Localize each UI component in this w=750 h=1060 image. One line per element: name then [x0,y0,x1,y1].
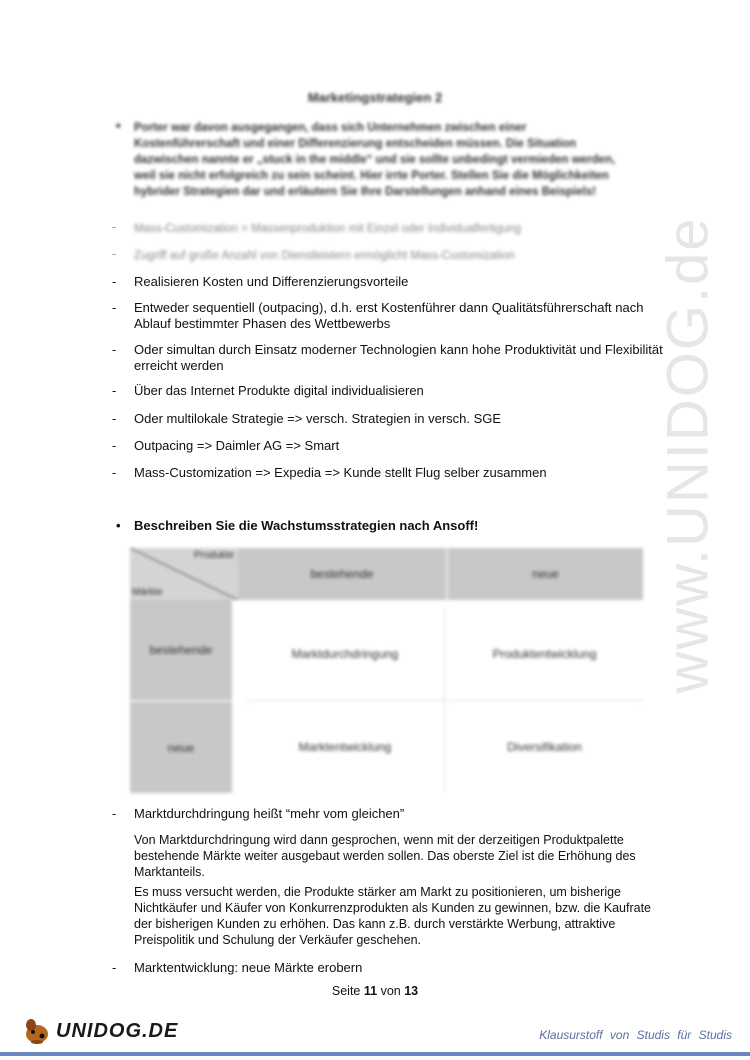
list-item: Oder multilokale Strategie => versch. Strategien in versch. SGE [134,411,502,426]
faded-item-1: Mass-Customization = Massenproduktion mit Einzel oder Individualfertigung [134,223,522,235]
list-item: Outpacing => Daimler AG => Smart [134,438,340,453]
list-item: Realisieren Kosten und Differenzierungsvorteile [134,274,409,289]
corner-label-products: Produkte [193,550,234,561]
watermark: www.UNIDOG.de [655,216,721,694]
cell-market-development: Marktentwicklung [246,701,445,793]
page-current: 11 [363,984,378,998]
bullet-heading2: • [116,518,121,533]
cell-diversification: Diversifikation [507,740,582,754]
page-middle: von [380,984,401,998]
paragraph-1: Von Marktdurchdringung wird dann gesprochen, wenn mit der derzeitigen Produktpalette bestehende Märkte weiter ausgebaut werden sollen. Das oberste Ziel ist die Erhöhung des Marktanteils. [134,833,636,879]
list-item: Marktentwicklung: neue Märkte erobern [134,960,363,975]
page-title: Marketingstrategien 2 [307,90,443,105]
dash-8: - [112,806,117,821]
dash-faded-2: - [112,246,117,261]
paragraph-2: Es muss versucht werden, die Produkte stärker am Markt zu positionieren, um bisherige Nichtkäufer und Käufer von Konkurrenzprodukten als Kunden zu gewinnen, bzw. die Kaufrate der bisherigen Kunden zu erhöhen. Das kann z.B. durch verstärkte Werbung, attraktive Preispolitik und Schulung der Verkäufer geschehen. [134,885,651,947]
col-header-existing: bestehende [238,548,448,600]
dash-faded-1: - [112,219,117,234]
matrix-corner [130,548,238,600]
dash-1: - [112,274,117,289]
faded-item-2: Zugriff auf große Anzahl von Dienstleistern ermöglicht Mass-Customization [134,250,515,262]
dash-5: - [112,411,117,426]
logo-text: UNIDOG.DE [56,1019,179,1042]
col-header-new: neue [448,548,643,600]
dog-icon [22,1016,52,1046]
dash-6: - [112,438,117,453]
footer-tagline: Klausurstoff von Studis für Studis [539,1028,732,1042]
row-header-existing: bestehende [130,600,232,702]
list-item: Mass-Customization => Expedia => Kunde stellt Flug selber zusammen [134,465,547,480]
page-total: 13 [404,984,419,998]
list-item: Oder simultan durch Einsatz moderner Technologien kann hohe Produktivität und Flexibilität erreicht werden [134,342,663,373]
dash-3: - [112,342,117,357]
list-item: Marktdurchdringung heißt “mehr vom gleichen” [134,806,405,821]
intro-question: Porter war davon ausgegangen, dass sich Unternehmen zwischen einer Kostenführerschaft und einer Differenzierung entscheiden müssen. Die Situation dazwischen nannte er „stuck in the middle“ und sie sollte unbedingt vermieden werden, weil sie nicht erfolgreich zu sein scheint. Hier irrte Porter. Stellen Sie die Möglichkeiten hybrider Strategien dar und erläutern Sie Ihre Darstellungen anhand eines Beispiels! [134,122,616,198]
unidog-logo [22,1016,178,1046]
dash-7: - [112,465,117,480]
page-number [0,984,750,998]
cell-product-development: Produktentwicklung [446,608,643,701]
cell-market-penetration: Marktdurchdringung [246,608,445,701]
corner-label-markets: Märkte [132,587,163,598]
footer-rule [0,1052,750,1056]
dash-4: - [112,383,117,398]
list-item: Über das Internet Produkte digital individualisieren [134,383,424,398]
section-heading: Beschreiben Sie die Wachstumsstrategien nach Ansoff! [134,518,479,533]
bullet-intro: • [116,118,121,133]
dash-2: - [112,300,117,315]
ansoff-matrix [130,548,643,793]
page-prefix: Seite [331,984,361,998]
list-item: Entweder sequentiell (outpacing), d.h. erst Kostenführer dann Qualitätsführerschaft nach Ablauf bestimmter Phasen des Wettbewerbs [134,300,644,331]
row-header-new: neue [130,702,232,793]
dash-9: - [112,960,117,975]
